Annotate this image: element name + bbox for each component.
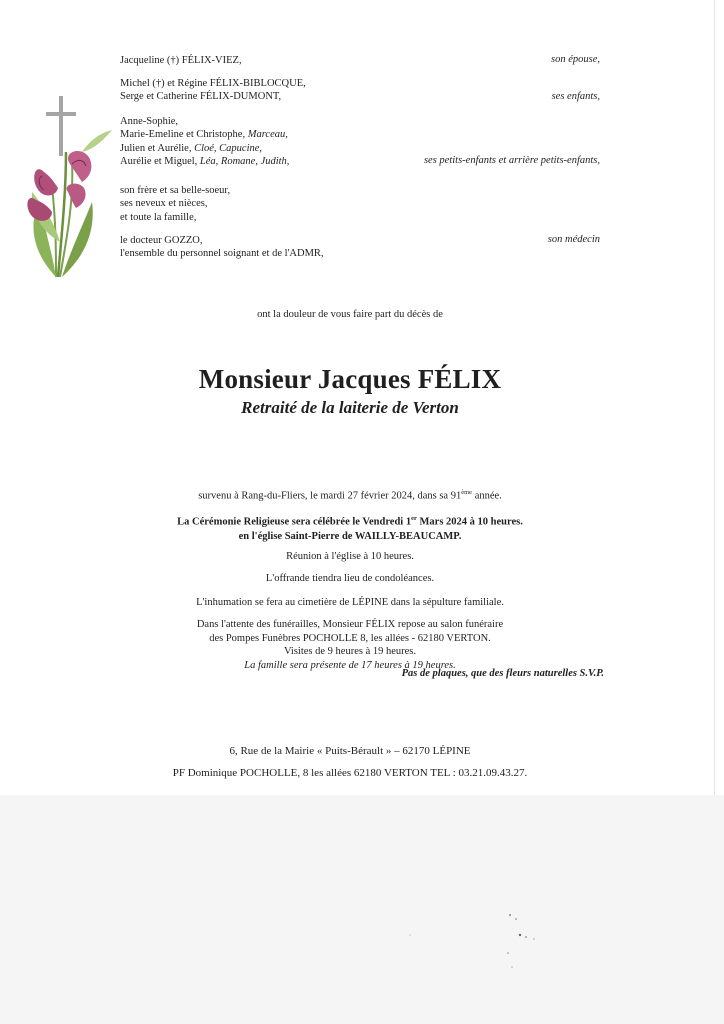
family-line: ses neveux et nièces, bbox=[120, 198, 208, 210]
family-line: Anne-Sophie, bbox=[120, 116, 179, 127]
family-group-grandchildren bbox=[120, 115, 289, 168]
family-group-children bbox=[120, 77, 306, 104]
family-line: Julien et Aurélie, Cloé, Capucine, bbox=[120, 142, 263, 154]
scan-noise bbox=[400, 905, 580, 1005]
family-line: Jacqueline (†) FÉLIX-VIEZ, bbox=[120, 55, 242, 66]
relation-doctor: son médecin bbox=[547, 234, 600, 245]
relation-spouse: son épouse, bbox=[551, 54, 600, 65]
death-notice: survenu à Rang-du-Fliers, le mardi 27 février 2024, dans sa 91ème année. bbox=[198, 489, 502, 502]
family-address: 6, Rue de la Mairie « Puits-Bérault » – 62170 LÉPINE bbox=[229, 745, 471, 757]
deceased-title: Retraité de la laiterie de Verton bbox=[241, 398, 459, 417]
no-plaques-note: Pas de plaques, que des fleurs naturelles S.V.P. bbox=[401, 668, 604, 679]
family-group-spouse bbox=[120, 54, 242, 67]
inhumation-text: L'inhumation se fera au cimetière de LÉPINE dans la sépulture familiale. bbox=[196, 597, 504, 608]
reunion-text: Réunion à l'église à 10 heures. bbox=[286, 551, 414, 562]
lily-cross-icon bbox=[22, 92, 114, 282]
ceremony-details bbox=[0, 512, 700, 544]
deceased-name: Monsieur Jacques FÉLIX bbox=[198, 364, 502, 394]
family-line: l'ensemble du personnel soignant et de l'ADMR, bbox=[120, 248, 324, 260]
scan-background bbox=[0, 795, 724, 1024]
funeral-home-contact: PF Dominique POCHOLLE, 8 les allées 62180 VERTON TEL : 03.21.09.43.27. bbox=[172, 767, 528, 779]
relation-grandchildren: ses petits-enfants et arrière petits-enfants, bbox=[423, 155, 600, 166]
intro-text: ont la douleur de vous faire part du décès de bbox=[257, 309, 443, 320]
family-line: et toute la famille, bbox=[120, 211, 197, 223]
offrande-text: L'offrande tiendra lieu de condoléances. bbox=[265, 573, 435, 584]
family-line: le docteur GOZZO, bbox=[120, 235, 203, 246]
ceremony-line: La Cérémonie Religieuse sera célébrée le Vendredi 1er Mars 2024 à 10 heures. bbox=[177, 515, 523, 528]
funeral-home-notice: Dans l'attente des funérailles, Monsieur FÉLIX repose au salon funéraire des Pompes Funèbres POCHOLLE 8, les allées - 62180 VERTON. Visites de 9 heures à 19 heures. La famille sera présente de 17 heures à 19 heures. bbox=[196, 619, 504, 671]
family-line: son frère et sa belle-soeur, bbox=[120, 185, 231, 196]
family-line: Michel (†) et Régine FÉLIX-BIBLOCQUE, bbox=[120, 78, 306, 89]
family-line: Marie-Emeline et Christophe, Marceau, bbox=[120, 129, 288, 141]
family-group-siblings bbox=[120, 184, 230, 224]
family-group-doctor bbox=[120, 234, 324, 261]
family-line: Serge et Catherine FÉLIX-DUMONT, bbox=[120, 91, 282, 103]
relation-children: ses enfants, bbox=[551, 91, 600, 102]
family-line: Aurélie et Miguel, Léa, Romane, Judith, bbox=[120, 155, 290, 167]
ceremony-church: en l'église Saint-Pierre de WAILLY-BEAUCAMP. bbox=[238, 530, 462, 542]
